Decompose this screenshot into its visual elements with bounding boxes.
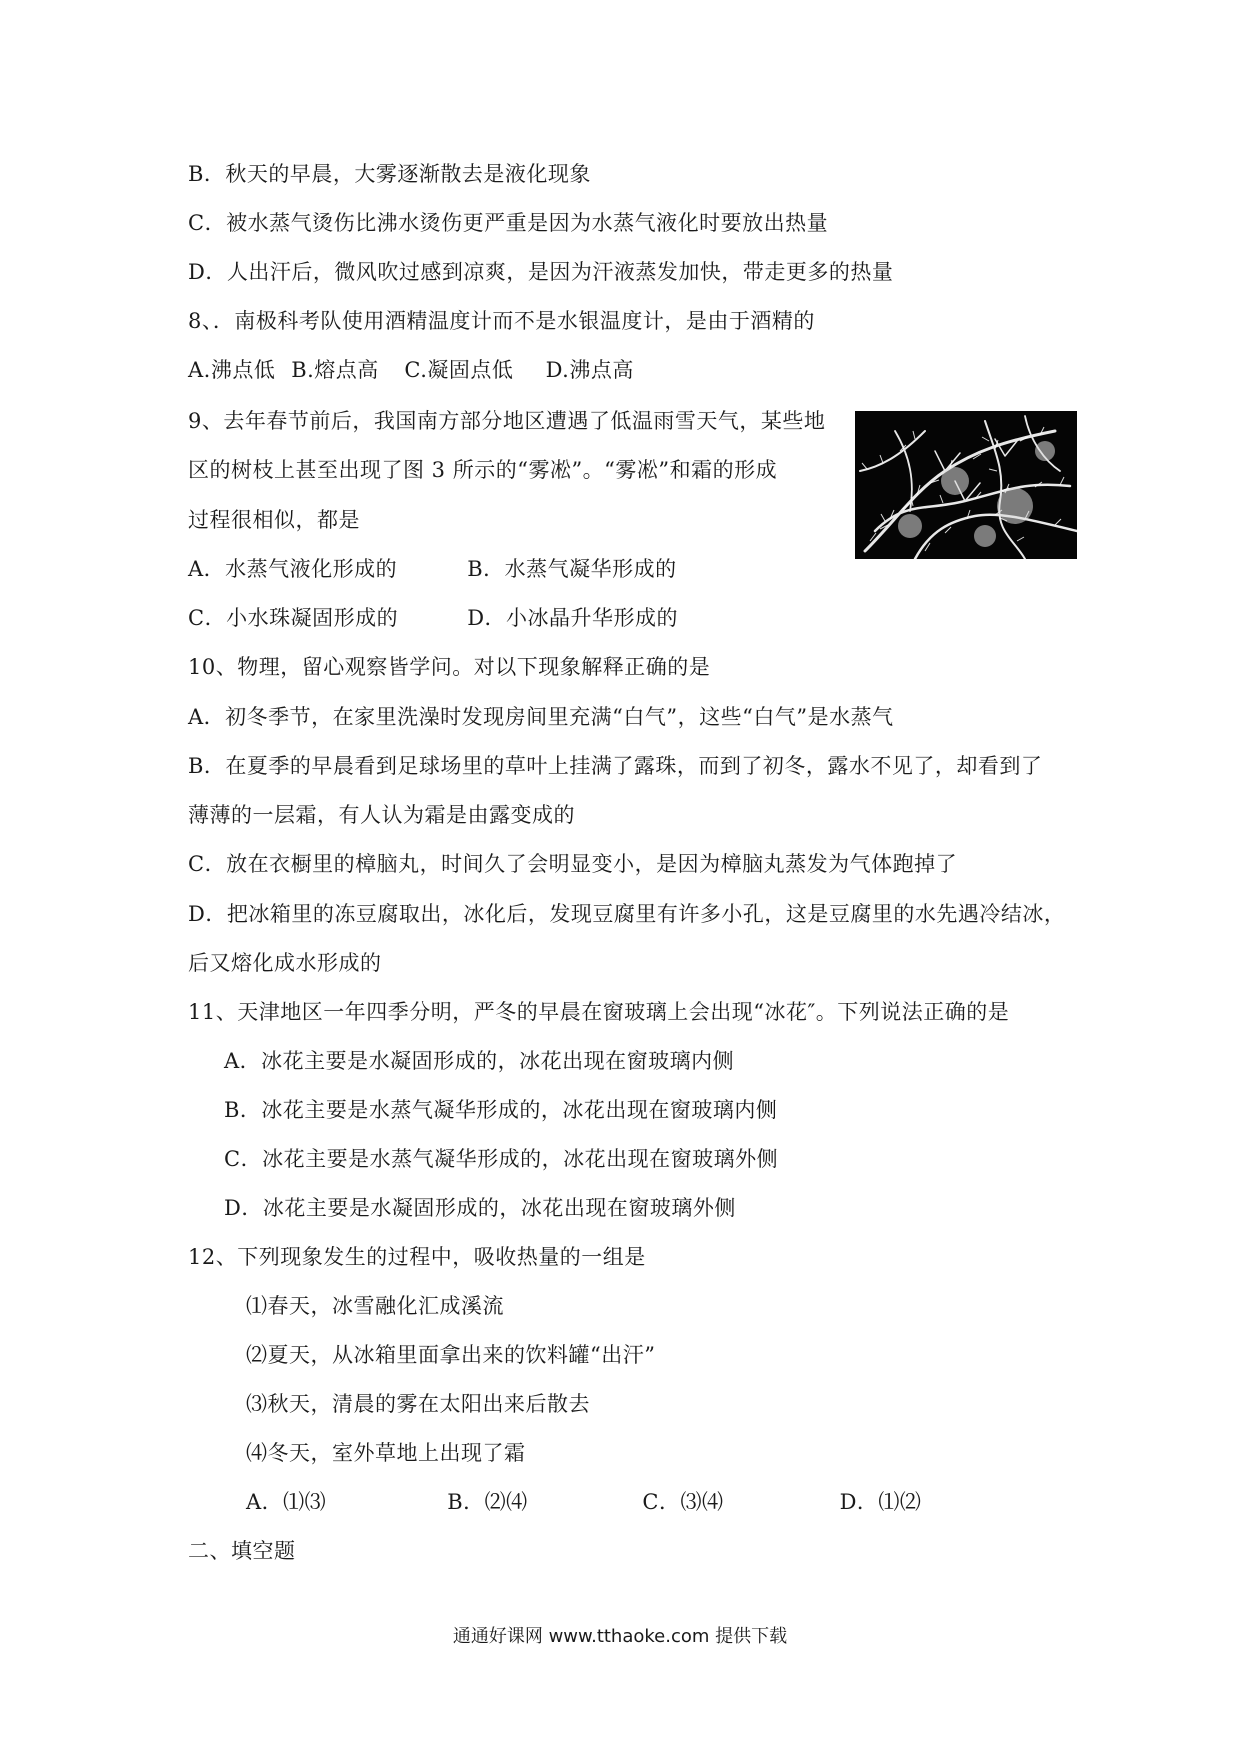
section-heading-fill-in: 二、填空题 [188, 1539, 296, 1563]
q10-option-d-line-2: 后又熔化成水形成的 [188, 951, 382, 975]
q10-option-c: C．放在衣橱里的樟脑丸，时间久了会明显变小，是因为樟脑丸蒸发为气体跑掉了 [188, 852, 958, 876]
q12-options [246, 1488, 921, 1516]
q9-stem-line-2: 区的树枝上甚至出现了图 3 所示的“雾凇”。“雾凇”和霜的形成 [188, 458, 778, 482]
rime-branches-image [855, 411, 1077, 559]
q10-option-d-line-1: D．把冰箱里的冻豆腐取出，冰化后，发现豆腐里有许多小孔，这是豆腐里的水先遇冷结冰， [188, 902, 1066, 926]
q7-option-d: D．人出汗后，微风吹过感到凉爽，是因为汗液蒸发加快，带走更多的热量 [188, 260, 894, 284]
q8-option-a: A.沸点低 [188, 358, 276, 382]
footer-source: 通通好课网 www.tthaoke.com 提供下载 [452, 1626, 788, 1647]
q10-option-b-line-1: B．在夏季的早晨看到足球场里的草叶上挂满了露珠，而到了初冬，露水不见了，却看到了 [188, 754, 1043, 778]
q9-option-d: D．小冰晶升华形成的 [467, 606, 679, 630]
q11-stem: 11、天津地区一年四季分明，严冬的早晨在窗玻璃上会出现“冰花″。下列说法正确的是 [188, 1000, 1010, 1024]
q8-options [188, 356, 634, 384]
q11-option-b: B．冰花主要是水蒸气凝华形成的，冰花出现在窗玻璃内侧 [224, 1098, 778, 1122]
q12-option-c: C．⑶⑷ [642, 1490, 724, 1514]
q8-option-b: B.熔点高 [291, 358, 379, 382]
q11-option-d: D．冰花主要是水凝固形成的，冰花出现在窗玻璃外侧 [224, 1196, 736, 1220]
q10-option-a: A．初冬季节，在家里洗澡时发现房间里充满“白气”，这些“白气”是水蒸气 [188, 705, 894, 729]
q9-options-row-2 [188, 604, 678, 632]
q12-stem: 12、下列现象发生的过程中，吸收热量的一组是 [188, 1245, 646, 1269]
q8-stem: 8、．南极科考队使用酒精温度计而不是水银温度计，是由于酒精的 [188, 309, 815, 333]
q7-option-c: C．被水蒸气烫伤比沸水烫伤更严重是因为水蒸气液化时要放出热量 [188, 211, 829, 235]
rime-tree-photo [855, 411, 1077, 559]
q10-option-b-line-2: 薄薄的一层霜，有人认为霜是由露变成的 [188, 803, 575, 827]
q9-stem-line-1: 9、去年春节前后，我国南方部分地区遭遇了低温雨雪天气，某些地 [188, 409, 826, 433]
q12-option-b: B．⑵⑷ [447, 1490, 528, 1514]
q10-stem: 10、物理，留心观察皆学问。对以下现象解释正确的是 [188, 655, 711, 679]
q9-options-row-1 [188, 555, 677, 583]
q9-option-c: C．小水珠凝固形成的 [188, 606, 399, 630]
q9-stem-line-3: 过程很相似，都是 [188, 508, 360, 532]
q12-option-d: D．⑴⑵ [839, 1490, 922, 1514]
q9-option-b: B．水蒸气凝华形成的 [467, 557, 677, 581]
q8-option-c: C.凝固点低 [404, 358, 514, 382]
q12-item-4: ⑷冬天，室外草地上出现了霜 [246, 1441, 526, 1465]
q8-option-d: D.沸点高 [545, 358, 634, 382]
q7-option-b: B．秋天的早晨，大雾逐渐散去是液化现象 [188, 162, 591, 186]
q12-option-a: A．⑴⑶ [246, 1490, 327, 1514]
q12-item-3: ⑶秋天，清晨的雾在太阳出来后散去 [246, 1392, 590, 1416]
q11-option-a: A．冰花主要是水凝固形成的，冰花出现在窗玻璃内侧 [224, 1049, 735, 1073]
q12-item-1: ⑴春天，冰雪融化汇成溪流 [246, 1294, 504, 1318]
q11-option-c: C．冰花主要是水蒸气凝华形成的，冰花出现在窗玻璃外侧 [224, 1147, 779, 1171]
q12-item-2: ⑵夏天，从冰箱里面拿出来的饮料罐“出汗” [246, 1343, 656, 1367]
q9-option-a: A．水蒸气液化形成的 [188, 557, 398, 581]
